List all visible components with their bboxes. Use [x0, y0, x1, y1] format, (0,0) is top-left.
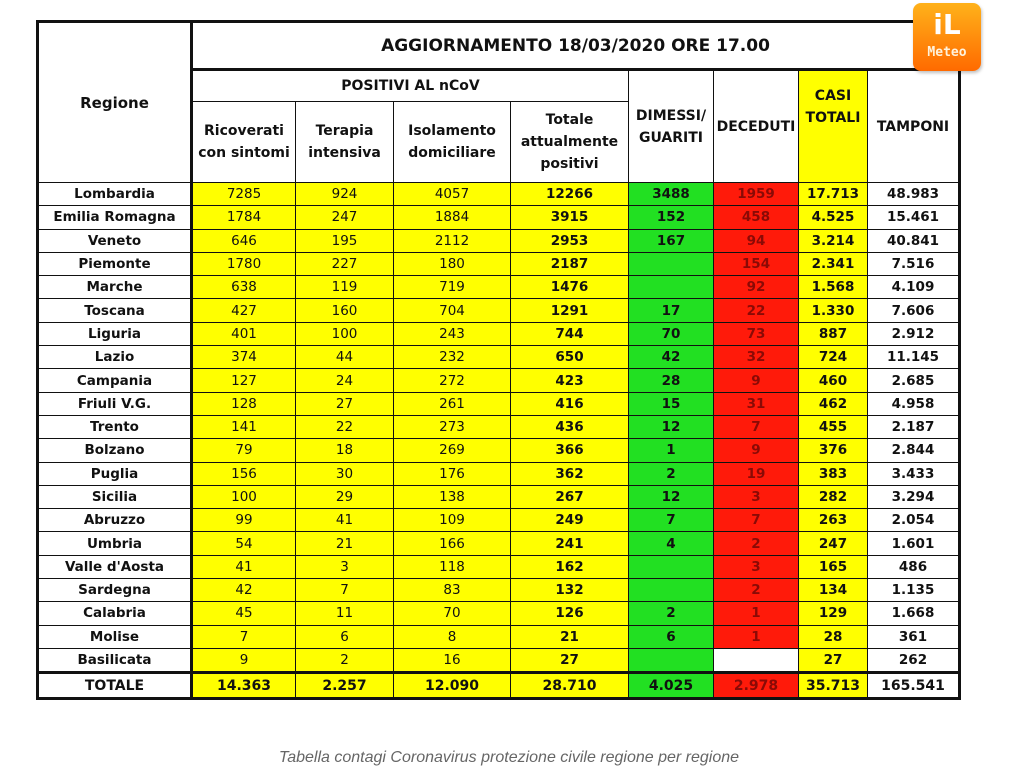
cell-ricoverati: 41 [192, 555, 296, 578]
cell-terapia: 27 [296, 392, 394, 415]
table-row [38, 439, 960, 462]
cell-totale-positivi: 162 [511, 555, 629, 578]
cell-dimessi: 12 [629, 485, 714, 508]
cell-tamponi: 2.187 [868, 415, 960, 438]
header-deceduti: DECEDUTI [714, 70, 799, 183]
cell-isolamento: 243 [394, 322, 511, 345]
cell-regione: Lombardia [38, 183, 192, 206]
cell-tamponi: 486 [868, 555, 960, 578]
cell-dimessi: 152 [629, 206, 714, 229]
cell-totale-positivi: 12266 [511, 183, 629, 206]
cell-casi-totali: 2.341 [799, 252, 868, 275]
cell-ricoverati: 374 [192, 346, 296, 369]
cell-tamponi: 3.433 [868, 462, 960, 485]
deceduti-value: 458 [741, 209, 771, 226]
cell-deceduti [714, 183, 799, 206]
cell-totale-positivi: 366 [511, 439, 629, 462]
cell-tamponi: 4.109 [868, 276, 960, 299]
table-row [38, 602, 960, 625]
cell-totale-positivi: 1291 [511, 299, 629, 322]
cell-casi-totali: 383 [799, 462, 868, 485]
cell-dimessi: 167 [629, 229, 714, 252]
table-row [38, 462, 960, 485]
cell-dimessi: 2 [629, 462, 714, 485]
cell-regione: Toscana [38, 299, 192, 322]
cell-totale-positivi: 423 [511, 369, 629, 392]
cell-ricoverati: 7285 [192, 183, 296, 206]
cell-terapia: 22 [296, 415, 394, 438]
cell-dimessi [629, 276, 714, 299]
deceduti-value: 94 [746, 232, 766, 249]
cell-regione: Calabria [38, 602, 192, 625]
cell-deceduti [714, 322, 799, 345]
cell-ricoverati: 100 [192, 485, 296, 508]
cell-isolamento: 176 [394, 462, 511, 485]
cell-dimessi [629, 579, 714, 602]
cell-terapia: 21 [296, 532, 394, 555]
cell-dimessi: 1 [629, 439, 714, 462]
cell-ricoverati: 14.363 [192, 673, 296, 699]
cell-terapia: 924 [296, 183, 394, 206]
cell-deceduti [714, 206, 799, 229]
table-row [38, 509, 960, 532]
cell-regione: Bolzano [38, 439, 192, 462]
cell-deceduti [714, 439, 799, 462]
header-totale-positivi: Totale attualmente positivi [511, 102, 629, 183]
cell-terapia: 195 [296, 229, 394, 252]
cell-dimessi [629, 252, 714, 275]
table-row [38, 299, 960, 322]
table-row [38, 555, 960, 578]
cell-terapia: 227 [296, 252, 394, 275]
cell-deceduti [714, 648, 799, 672]
table-row [38, 648, 960, 672]
cell-tamponi: 1.135 [868, 579, 960, 602]
cell-terapia: 160 [296, 299, 394, 322]
cell-deceduti [714, 392, 799, 415]
cell-casi-totali: 724 [799, 346, 868, 369]
cell-ricoverati: 401 [192, 322, 296, 345]
cell-isolamento: 704 [394, 299, 511, 322]
cell-tamponi: 3.294 [868, 485, 960, 508]
cell-regione: TOTALE [38, 673, 192, 699]
cell-terapia: 24 [296, 369, 394, 392]
covid-regions-table [36, 20, 961, 700]
cell-deceduti [714, 555, 799, 578]
cell-tamponi: 7.606 [868, 299, 960, 322]
cell-terapia: 7 [296, 579, 394, 602]
cell-dimessi: 15 [629, 392, 714, 415]
cell-deceduti [714, 299, 799, 322]
cell-deceduti [714, 252, 799, 275]
cell-dimessi [629, 648, 714, 672]
table-row [38, 532, 960, 555]
cell-casi-totali: 134 [799, 579, 868, 602]
cell-terapia: 3 [296, 555, 394, 578]
header-dimessi: DIMESSI/ GUARITI [629, 70, 714, 183]
cell-casi-totali: 17.713 [799, 183, 868, 206]
deceduti-value: 154 [741, 256, 771, 273]
cell-casi-totali: 1.330 [799, 299, 868, 322]
header-casi-totali: CASI TOTALI [799, 70, 868, 183]
cell-terapia: 11 [296, 602, 394, 625]
deceduti-value: 22 [746, 302, 766, 319]
table-row [38, 415, 960, 438]
table-row [38, 183, 960, 206]
deceduti-value: 2 [751, 582, 761, 599]
cell-tamponi: 1.601 [868, 532, 960, 555]
cell-isolamento: 4057 [394, 183, 511, 206]
cell-terapia: 119 [296, 276, 394, 299]
deceduti-value: 3 [751, 489, 761, 505]
cell-terapia: 44 [296, 346, 394, 369]
cell-terapia: 100 [296, 322, 394, 345]
cell-isolamento: 273 [394, 415, 511, 438]
cell-tamponi: 2.054 [868, 509, 960, 532]
cell-casi-totali: 282 [799, 485, 868, 508]
cell-regione: Sicilia [38, 485, 192, 508]
cell-totale-positivi: 362 [511, 462, 629, 485]
cell-isolamento: 109 [394, 509, 511, 532]
cell-casi-totali: 3.214 [799, 229, 868, 252]
cell-tamponi: 2.685 [868, 369, 960, 392]
cell-totale-positivi: 436 [511, 415, 629, 438]
cell-deceduti [714, 462, 799, 485]
cell-casi-totali: 35.713 [799, 673, 868, 699]
cell-deceduti [714, 602, 799, 625]
cell-terapia: 29 [296, 485, 394, 508]
cell-dimessi: 4.025 [629, 673, 714, 699]
cell-tamponi: 48.983 [868, 183, 960, 206]
deceduti-value: 73 [746, 325, 766, 342]
cell-regione: Friuli V.G. [38, 392, 192, 415]
deceduti-value: 7 [751, 512, 761, 529]
cell-regione: Basilicata [38, 648, 192, 672]
cell-deceduti [714, 415, 799, 438]
cell-regione: Puglia [38, 462, 192, 485]
deceduti-value: 92 [746, 279, 766, 296]
cell-dimessi: 70 [629, 322, 714, 345]
cell-totale-positivi: 249 [511, 509, 629, 532]
deceduti-value: 32 [746, 349, 766, 366]
cell-casi-totali: 887 [799, 322, 868, 345]
cell-deceduti [714, 509, 799, 532]
cell-ricoverati: 7 [192, 625, 296, 648]
table-row [38, 625, 960, 648]
cell-terapia: 41 [296, 509, 394, 532]
cell-totale-positivi: 3915 [511, 206, 629, 229]
deceduti-value: 1 [751, 605, 761, 622]
cell-terapia: 18 [296, 439, 394, 462]
cell-ricoverati: 45 [192, 602, 296, 625]
cell-ricoverati: 1784 [192, 206, 296, 229]
cell-isolamento: 180 [394, 252, 511, 275]
table-row [38, 229, 960, 252]
deceduti-value: 3 [751, 558, 761, 575]
header-positivi-group: POSITIVI AL nCoV [192, 70, 629, 102]
cell-casi-totali: 455 [799, 415, 868, 438]
cell-totale-positivi: 416 [511, 392, 629, 415]
cell-casi-totali: 263 [799, 509, 868, 532]
cell-tamponi: 165.541 [868, 673, 960, 699]
cell-dimessi: 4 [629, 532, 714, 555]
cell-terapia: 30 [296, 462, 394, 485]
cell-terapia: 2 [296, 648, 394, 672]
cell-regione: Umbria [38, 532, 192, 555]
cell-ricoverati: 9 [192, 648, 296, 672]
table-row [38, 392, 960, 415]
cell-terapia: 2.257 [296, 673, 394, 699]
cell-isolamento: 70 [394, 602, 511, 625]
cell-deceduti [714, 229, 799, 252]
cell-dimessi: 6 [629, 625, 714, 648]
cell-ricoverati: 79 [192, 439, 296, 462]
cell-dimessi: 2 [629, 602, 714, 625]
cell-totale-positivi: 27 [511, 648, 629, 672]
cell-isolamento: 166 [394, 532, 511, 555]
cell-ricoverati: 128 [192, 392, 296, 415]
cell-isolamento: 8 [394, 625, 511, 648]
cell-isolamento: 1884 [394, 206, 511, 229]
cell-isolamento: 118 [394, 555, 511, 578]
cell-dimessi: 12 [629, 415, 714, 438]
totals-row [38, 673, 960, 699]
cell-tamponi: 15.461 [868, 206, 960, 229]
update-title: AGGIORNAMENTO 18/03/2020 ORE 17.00 [192, 22, 960, 70]
cell-isolamento: 12.090 [394, 673, 511, 699]
table-row [38, 485, 960, 508]
cell-isolamento: 719 [394, 276, 511, 299]
cell-regione: Marche [38, 276, 192, 299]
cell-isolamento: 272 [394, 369, 511, 392]
cell-tamponi: 2.844 [868, 439, 960, 462]
cell-regione: Piemonte [38, 252, 192, 275]
cell-totale-positivi: 21 [511, 625, 629, 648]
cell-dimessi: 17 [629, 299, 714, 322]
deceduti-value: 31 [746, 395, 766, 412]
header-tamponi: TAMPONI [868, 70, 960, 183]
deceduti-value: 2.978 [733, 677, 779, 694]
cell-regione: Campania [38, 369, 192, 392]
cell-totale-positivi: 126 [511, 602, 629, 625]
cell-ricoverati: 646 [192, 229, 296, 252]
cell-dimessi: 7 [629, 509, 714, 532]
cell-totale-positivi: 132 [511, 579, 629, 602]
cell-regione: Emilia Romagna [38, 206, 192, 229]
deceduti-value: 9 [751, 442, 761, 459]
ilmeteo-logo [913, 3, 981, 71]
cell-totale-positivi: 241 [511, 532, 629, 555]
cell-casi-totali: 165 [799, 555, 868, 578]
cell-deceduti [714, 276, 799, 299]
cell-dimessi [629, 555, 714, 578]
cell-tamponi: 11.145 [868, 346, 960, 369]
cell-ricoverati: 42 [192, 579, 296, 602]
cell-dimessi: 3488 [629, 183, 714, 206]
table-row [38, 276, 960, 299]
cell-isolamento: 2112 [394, 229, 511, 252]
cell-ricoverati: 99 [192, 509, 296, 532]
table-caption: Tabella contagi Coronavirus protezione civile regione per regione [278, 749, 740, 766]
cell-isolamento: 83 [394, 579, 511, 602]
cell-regione: Valle d'Aosta [38, 555, 192, 578]
cell-tamponi: 1.668 [868, 602, 960, 625]
cell-regione: Abruzzo [38, 509, 192, 532]
cell-terapia: 247 [296, 206, 394, 229]
cell-ricoverati: 638 [192, 276, 296, 299]
cell-ricoverati: 1780 [192, 252, 296, 275]
table-row [38, 369, 960, 392]
table-row [38, 252, 960, 275]
header-ricoverati: Ricoverati con sintomi [192, 102, 296, 183]
cell-regione: Lazio [38, 346, 192, 369]
table-row [38, 346, 960, 369]
cell-totale-positivi: 1476 [511, 276, 629, 299]
cell-regione: Veneto [38, 229, 192, 252]
cell-totale-positivi: 650 [511, 346, 629, 369]
cell-tamponi: 7.516 [868, 252, 960, 275]
cell-casi-totali: 1.568 [799, 276, 868, 299]
cell-dimessi: 42 [629, 346, 714, 369]
cell-casi-totali: 376 [799, 439, 868, 462]
table-row [38, 322, 960, 345]
cell-ricoverati: 156 [192, 462, 296, 485]
cell-regione: Liguria [38, 322, 192, 345]
cell-regione: Sardegna [38, 579, 192, 602]
cell-totale-positivi: 267 [511, 485, 629, 508]
cell-dimessi: 28 [629, 369, 714, 392]
deceduti-value: 1959 [737, 186, 775, 203]
cell-isolamento: 232 [394, 346, 511, 369]
cell-deceduti [714, 369, 799, 392]
cell-totale-positivi: 2187 [511, 252, 629, 275]
cell-isolamento: 269 [394, 439, 511, 462]
deceduti-value: 1 [751, 628, 761, 645]
table-row [38, 579, 960, 602]
cell-ricoverati: 54 [192, 532, 296, 555]
cell-deceduti [714, 485, 799, 508]
cell-regione: Trento [38, 415, 192, 438]
cell-totale-positivi: 28.710 [511, 673, 629, 699]
deceduti-value: 2 [751, 535, 761, 552]
cell-casi-totali: 462 [799, 392, 868, 415]
cell-ricoverati: 427 [192, 299, 296, 322]
logo-il-text: iL [933, 8, 961, 41]
table-row [38, 206, 960, 229]
header-isolamento: Isolamento domiciliare [394, 102, 511, 183]
cell-regione: Molise [38, 625, 192, 648]
cell-terapia: 6 [296, 625, 394, 648]
header-regione: Regione [38, 22, 192, 183]
cell-deceduti [714, 532, 799, 555]
deceduti-value: 9 [751, 372, 761, 389]
cell-tamponi: 40.841 [868, 229, 960, 252]
cell-isolamento: 261 [394, 392, 511, 415]
cell-deceduti [714, 673, 799, 699]
cell-totale-positivi: 2953 [511, 229, 629, 252]
cell-casi-totali: 28 [799, 625, 868, 648]
logo-meteo-text: Meteo [927, 45, 967, 60]
cell-deceduti [714, 346, 799, 369]
cell-casi-totali: 27 [799, 648, 868, 672]
cell-tamponi: 262 [868, 648, 960, 672]
cell-totale-positivi: 744 [511, 322, 629, 345]
cell-tamponi: 4.958 [868, 392, 960, 415]
cell-casi-totali: 460 [799, 369, 868, 392]
header-terapia: Terapia intensiva [296, 102, 394, 183]
cell-deceduti [714, 579, 799, 602]
cell-isolamento: 16 [394, 648, 511, 672]
cell-casi-totali: 129 [799, 602, 868, 625]
cell-deceduti [714, 625, 799, 648]
cell-tamponi: 361 [868, 625, 960, 648]
cell-tamponi: 2.912 [868, 322, 960, 345]
cell-ricoverati: 141 [192, 415, 296, 438]
cell-ricoverati: 127 [192, 369, 296, 392]
cell-casi-totali: 4.525 [799, 206, 868, 229]
cell-isolamento: 138 [394, 485, 511, 508]
cell-casi-totali: 247 [799, 532, 868, 555]
deceduti-value: 7 [751, 419, 761, 436]
deceduti-value: 19 [746, 465, 766, 482]
